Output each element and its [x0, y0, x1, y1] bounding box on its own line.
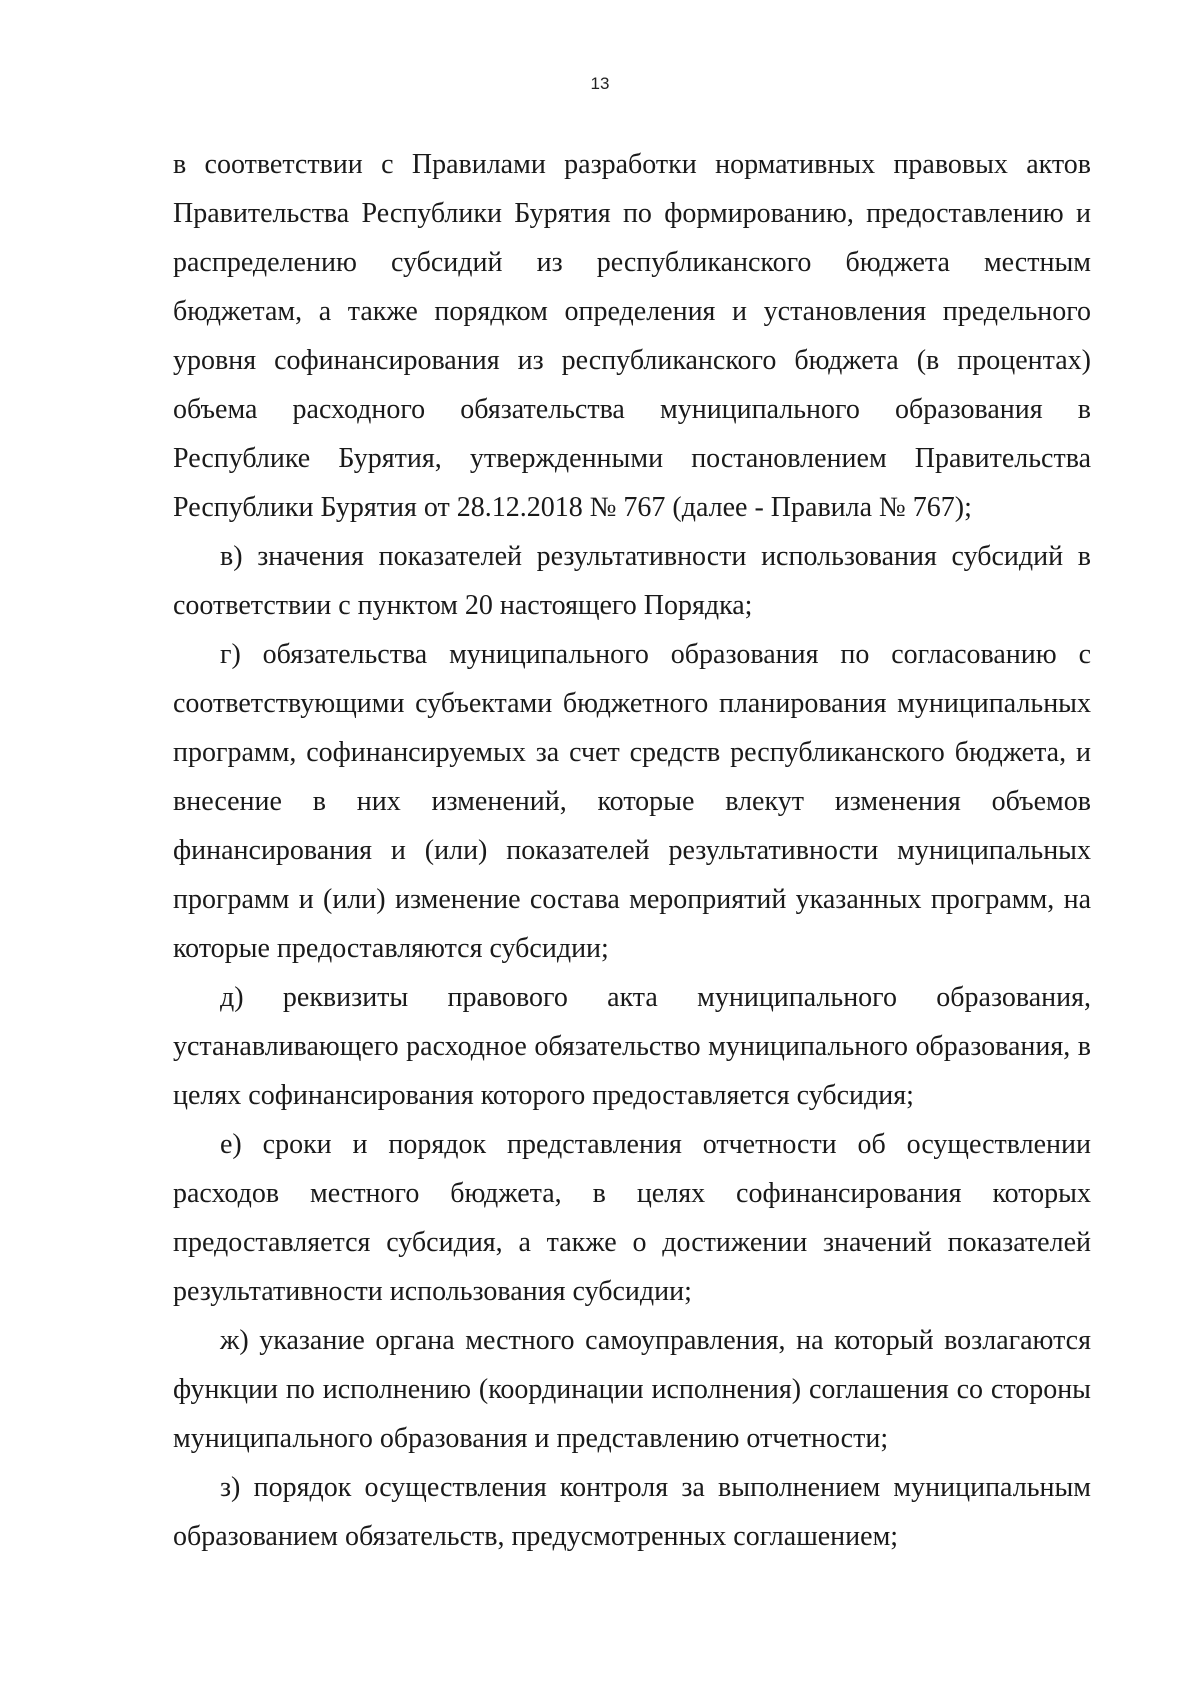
paragraph-continuation: в соответствии с Правилами разработки нормативных правовых актов Правительства Республики Бурятия по формированию, предоставлению и распределению субсидий из республиканского бюджета местным бюджетам, а также порядком определения и установления предельного уровня софинансирования из республиканского бюджета (в процентах) объема расходного обязательства муниципального образования в Республике Бурятия, утвержденными постановлением Правительства Республики Бурятия от 28.12.2018 № 767 (далее - Правила № 767); [173, 149, 1091, 523]
document-body [173, 140, 1091, 1561]
paragraph-item-e: е) сроки и порядок представления отчетности об осуществлении расходов местного бюджета, в целях софинансирования которых предоставляется субсидия, а также о достижении значений показателей результативности использования субсидии; [173, 1129, 1091, 1307]
paragraph-item-v: в) значения показателей результативности использования субсидий в соответствии с пунктом 20 настоящего Порядка; [173, 541, 1091, 621]
page-number: 13 [590, 74, 610, 93]
paragraph-item-d: д) реквизиты правового акта муниципального образования, устанавливающего расходное обязательство муниципального образования, в целях софинансирования которого предоставляется субсидия; [173, 982, 1091, 1111]
paragraph-item-z: з) порядок осуществления контроля за выполнением муниципальным образованием обязательств, предусмотренных соглашением; [173, 1472, 1091, 1552]
paragraph-item-g: г) обязательства муниципального образования по согласованию с соответствующими субъектами бюджетного планирования муниципальных программ, софинансируемых за счет средств республиканского бюджета, и внесение в них изменений, которые влекут изменения объемов финансирования и (или) показателей результативности муниципальных программ и (или) изменение состава мероприятий указанных программ, на которые предоставляются субсидии; [173, 639, 1091, 964]
paragraph-item-zh: ж) указание органа местного самоуправления, на который возлагаются функции по исполнению (координации исполнения) соглашения со стороны муниципального образования и представлению отчетности; [173, 1325, 1091, 1454]
